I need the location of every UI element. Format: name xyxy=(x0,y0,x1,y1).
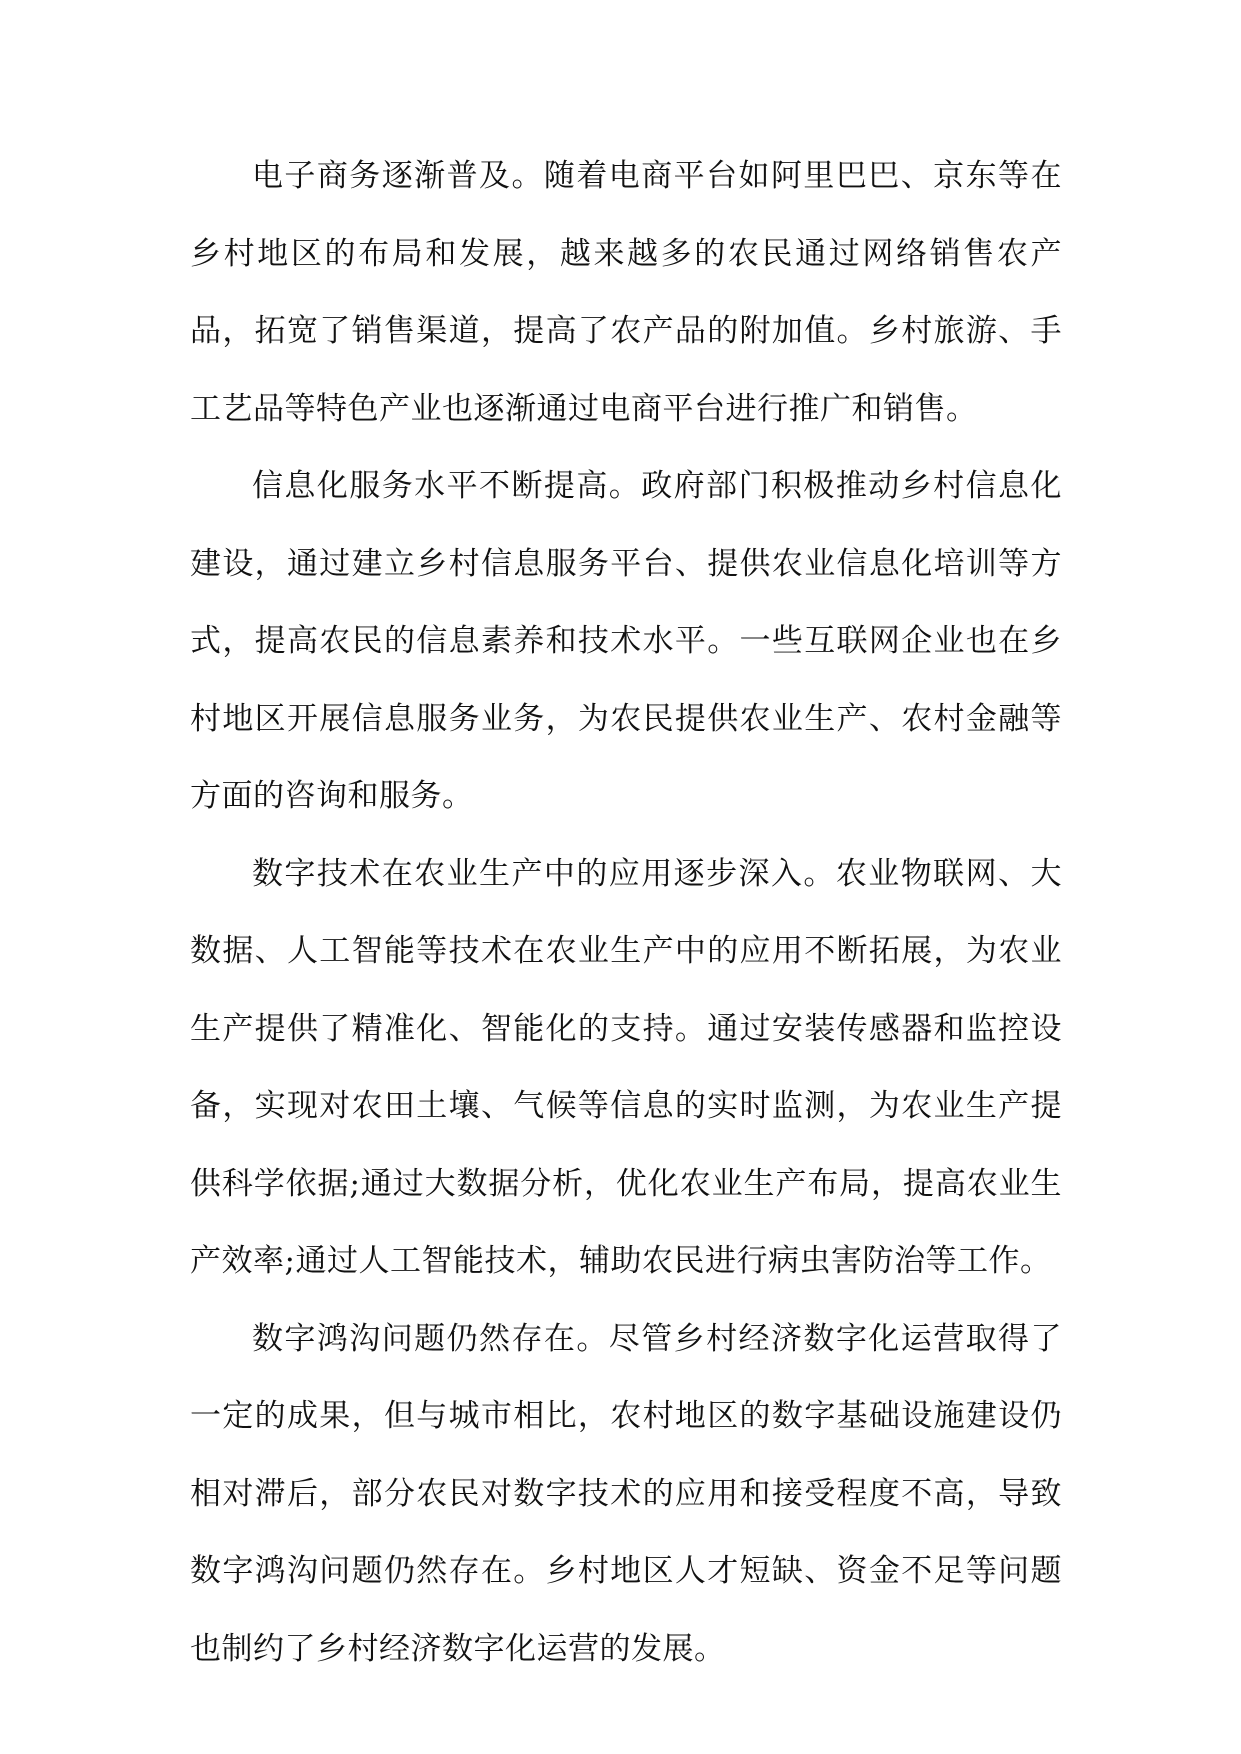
paragraph-information-services: 信息化服务水平不断提高。政府部门积极推动乡村信息化建设，通过建立乡村信息服务平台、提供农业信息化培训等方式，提高农民的信息素养和技术水平。一些互联网企业也在乡村地区开展信息服务业务，为农民提供农业生产、农村金融等方面的咨询和服务。 xyxy=(190,468,1062,814)
paragraph-digital-divide: 数字鸿沟问题仍然存在。尽管乡村经济数字化运营取得了一定的成果，但与城市相比，农村地区的数字基础设施建设仍相对滞后，部分农民对数字技术的应用和接受程度不高，导致数字鸿沟问题仍然存在。乡村地区人才短缺、资金不足等问题也制约了乡村经济数字化运营的发展。 xyxy=(190,1320,1062,1667)
paragraph-digital-agriculture: 数字技术在农业生产中的应用逐步深入。农业物联网、大数据、人工智能等技术在农业生产中的应用不断拓展，为农业生产提供了精准化、智能化的支持。通过安装传感器和监控设备，实现对农田土壤、气候等信息的实时监测，为农业生产提供科学依据;通过大数据分析，优化农业生产布局，提高农业生产效率;通过人工智能技术，辅助农民进行病虫害防治等工作。 xyxy=(190,855,1062,1279)
document-body xyxy=(190,138,1062,1688)
paragraph-ecommerce: 电子商务逐渐普及。随着电商平台如阿里巴巴、京东等在乡村地区的布局和发展，越来越多的农民通过网络销售农产品，拓宽了销售渠道，提高了农产品的附加值。乡村旅游、手工艺品等特色产业也逐渐通过电商平台进行推广和销售。 xyxy=(190,158,1062,427)
